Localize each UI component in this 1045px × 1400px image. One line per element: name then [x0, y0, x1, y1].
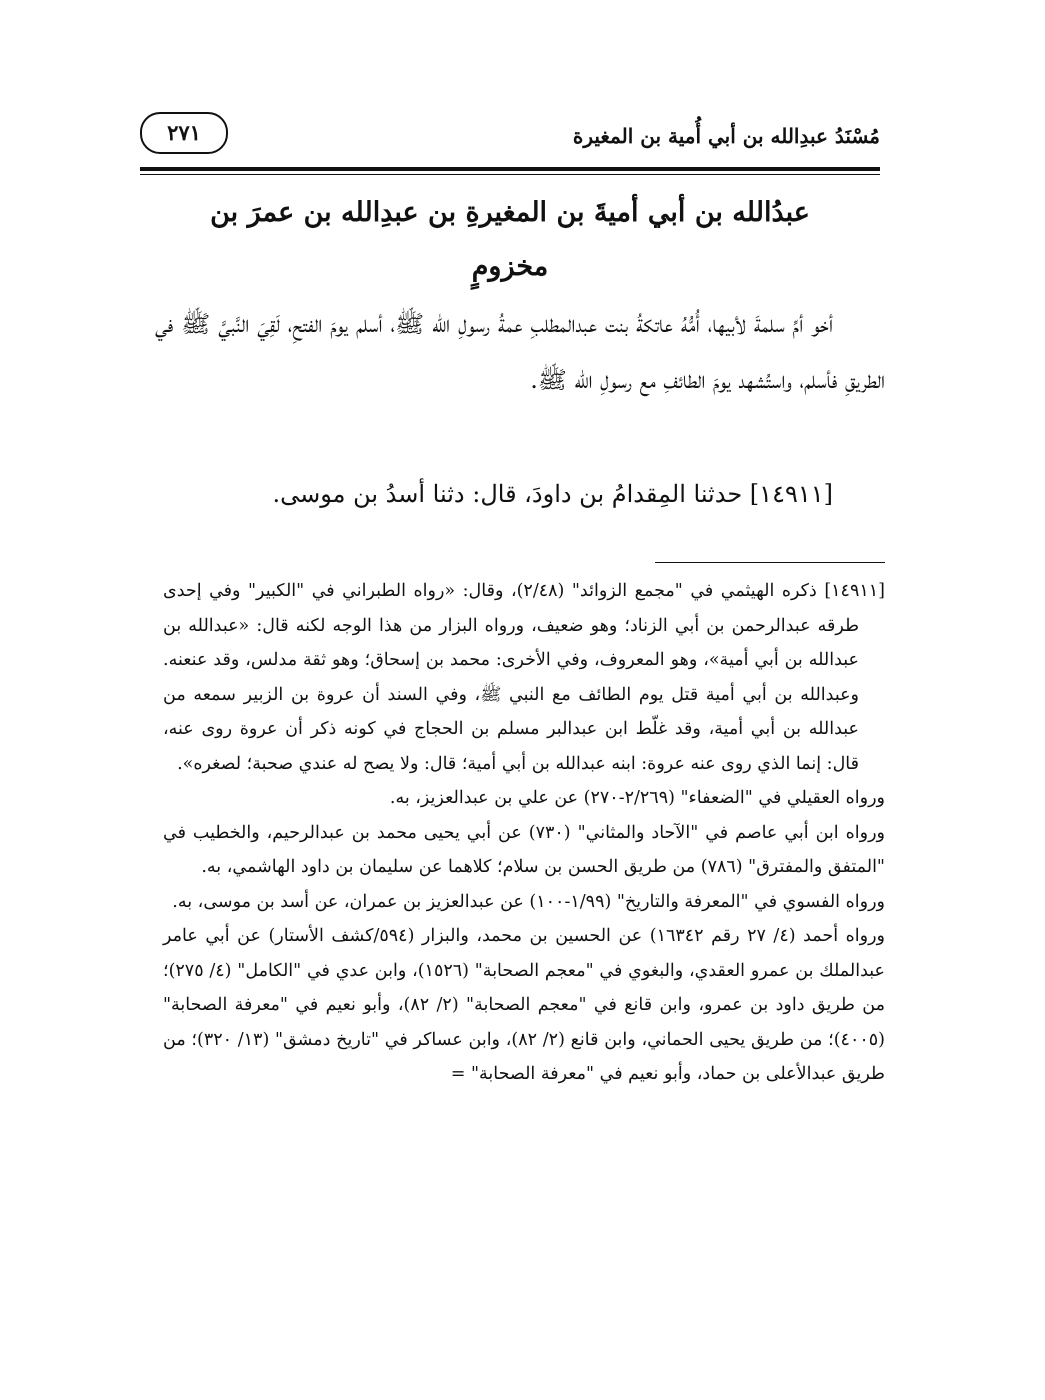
footnote-paragraph: ورواه أحمد (٤/ ٢٧ رقم ١٦٣٤٢) عن الحسين بن محمد، والبزار (٥٩٤/كشف الأستار) عن أبي عامر عبدالملك بن عمرو العقدي، والبغوي في "معجم الصحابة" (١٥٢٦)، وابن عدي في "الكامل" (٤/ ٢٧٥)؛ من طريق داود بن عمرو، وابن قانع في "معجم الصحابة" (٢/ ٨٢)، وأبو نعيم في "معرفة الصحابة" (٤٠٠٥)؛ من طريق يحيى الحماني، وابن قانع (٢/ ٨٢)، وابن عساكر في "تاريخ دمشق" (١٣/ ٣٢٠)؛ من طريق عبدالأعلى بن حماد، وأبو نعيم في "معرفة الصحابة" = — [163, 926, 885, 1084]
running-title: مُسْنَدُ عبدِالله بن أبي أُمية بن المغيرة — [572, 124, 880, 148]
hadith-text: [١٤٩١١] حدثنا المِقدامُ بن داودَ، قال: دثنا أسدُ بن موسى. — [272, 480, 833, 508]
footnote-paragraph: [١٤٩١١] ذكره الهيثمي في "مجمع الزوائد" (٢/٤٨)، وقال: «رواه الطبراني في "الكبير" وفي إحدى طرقه عبدالرحمن بن أبي الزناد؛ وهو ضعيف، ورواه البزار من هذا الوجه لكنه قال: «عبدالله بن عبدالله بن أبي أمية»، وهو المعروف، وفي الأخرى: محمد بن إسحاق؛ وهو ثقة مدلس، وقد عنعنه. وعبدالله بن أبي أمية قتل يوم الطائف مع النبي ﷺ، وفي السند أن عروة بن الزبير سمعه من عبدالله بن أبي أمية، وقد غلّط ابن عبدالبر مسلم بن الحجاج في كونه ذكر أن عروة روى عنه، قال: إنما الذي روى عنه عروة: ابنه عبدالله بن أبي أمية؛ قال: ولا يصح له عندي صحبة؛ لصغره». — [163, 581, 885, 774]
header-rule-thin — [140, 174, 880, 175]
footnote-paragraph: ورواه الفسوي في "المعرفة والتاريخ" (١/٩٩-١٠٠) عن عبدالعزيز بن عمران، عن أسد بن موسى، به. — [172, 891, 885, 912]
hadith-block — [155, 470, 885, 518]
header-rule-thick — [140, 167, 880, 171]
footnote-separator — [655, 562, 885, 563]
chapter-title: عبدُالله بن أبي أميةَ بن المغيرةِ بن عبدِالله بن عمرَ بن مخزومٍ — [210, 197, 810, 282]
footnote-paragraph: ورواه العقيلي في "الضعفاء" (٢/٢٦٩-٢٧٠) عن علي بن عبدالعزيز، به. — [389, 788, 885, 808]
biography-text: أخو أمِّ سلمةَ لأبيها، أُمُّهُ عاتكةُ بنت عبدالمطلبِ عمةُ رسولِ الله ﷺ، أسلم يومَ الفتحِ، لَقِيَ النَّبيَّ ﷺ في الطريقِ فأسلم، واستُشهد يومَ الطائفِ مع رسولِ الله ﷺ. — [155, 310, 885, 394]
page-number: ٢٧١ — [140, 112, 228, 154]
page-header — [140, 112, 880, 162]
footnotes — [163, 574, 885, 1092]
footnote-paragraph: ورواه ابن أبي عاصم في "الآحاد والمثاني" (٧٣٠) عن أبي يحيى محمد بن عبدالرحيم، والخطيب في "المتفق والمفترق" (٧٨٦) من طريق الحسن بن سلام؛ كلاهما عن سليمان بن داود الهاشمي، به. — [163, 822, 885, 877]
biography-paragraph — [155, 296, 885, 408]
